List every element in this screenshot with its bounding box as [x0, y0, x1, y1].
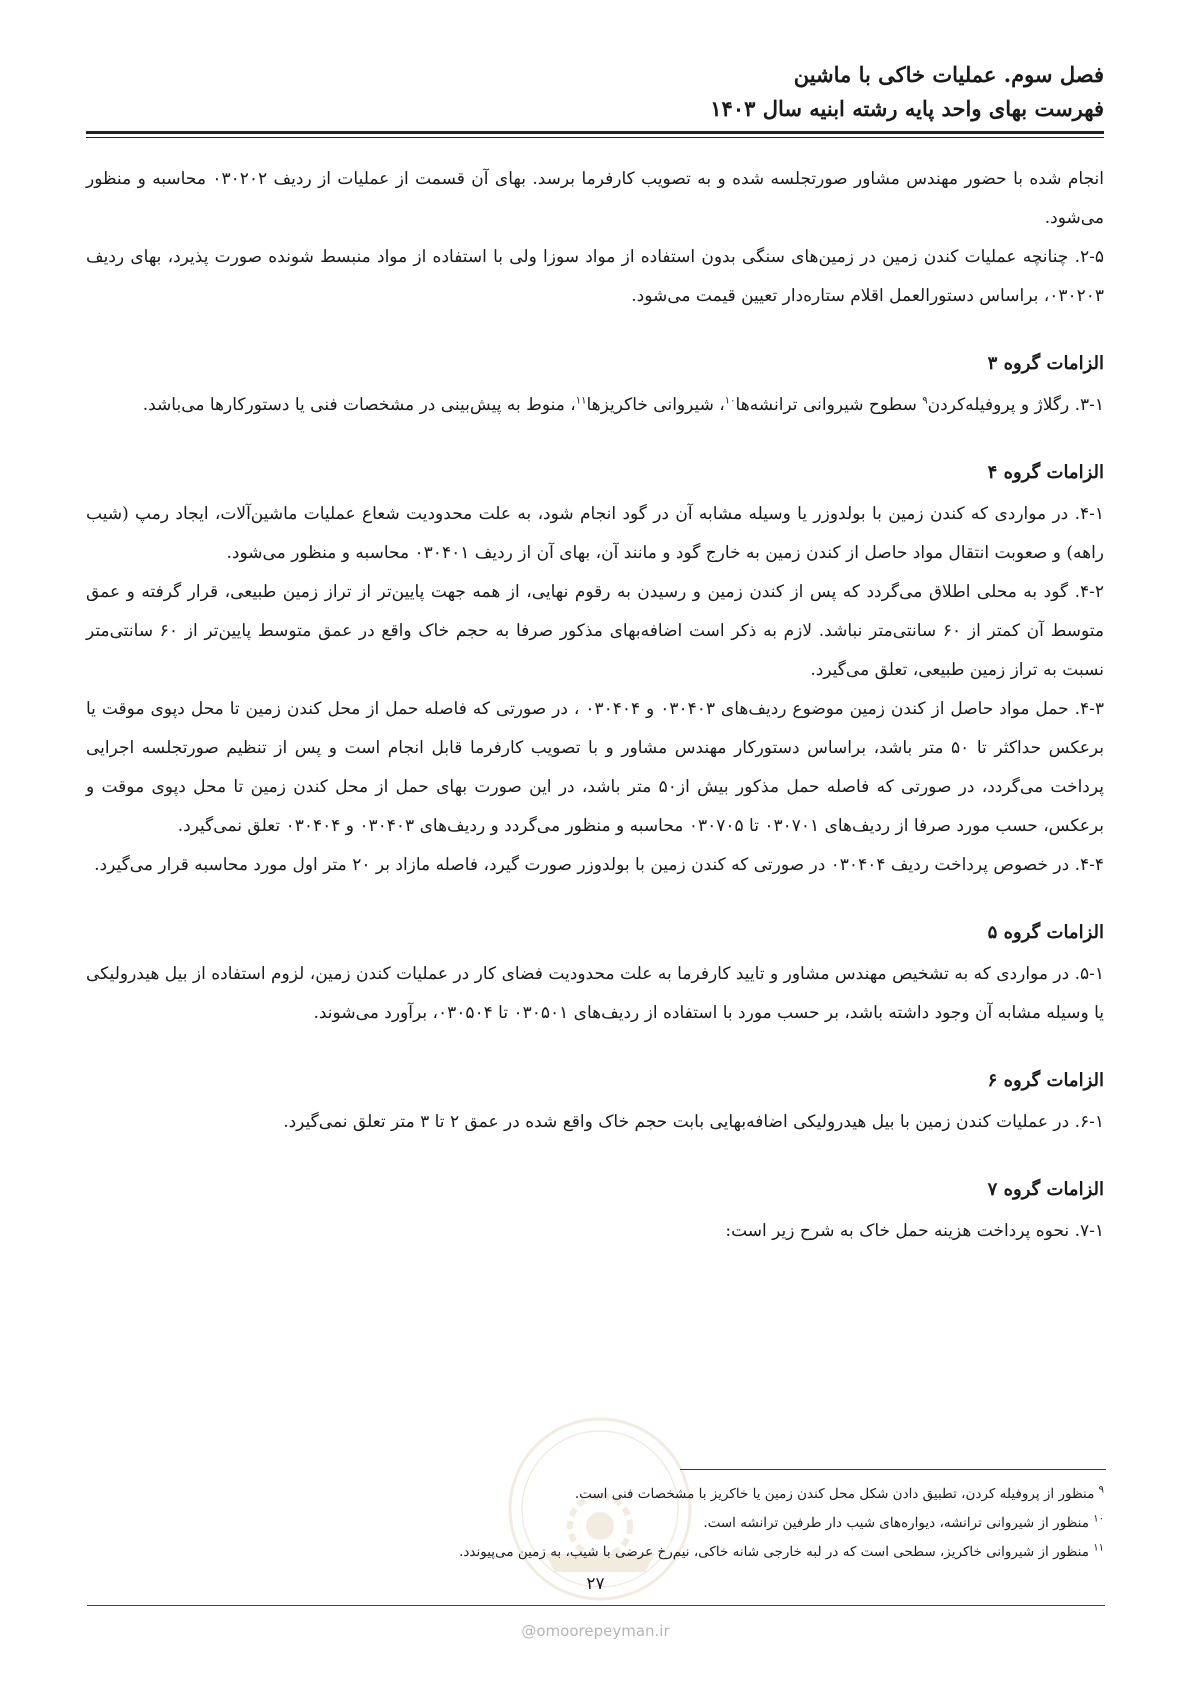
chapter-title: فصل سوم. عملیات خاکی با ماشین — [793, 62, 1104, 87]
heading-group-6: الزامات گروه ۶ — [987, 1070, 1104, 1091]
footnote-11 — [86, 1538, 1104, 1567]
site-url: @omoorepeyman.ir — [521, 1622, 670, 1640]
paragraph-3-1 — [86, 386, 1104, 425]
paragraph-7-1: ۷-۱. نحوه پرداخت هزینه حمل خاک به شرح زیر است: — [725, 1221, 1104, 1241]
heading-group-7: الزامات گروه ۷ — [987, 1179, 1104, 1200]
header-rule-thick — [86, 131, 1104, 134]
text-segment: ، منوط به پیش‌بینی در مشخصات فنی یا دستورکارها می‌باشد. — [142, 395, 576, 415]
footnote-10 — [86, 1509, 1104, 1538]
header-rule-thin — [86, 137, 1104, 138]
footer-rule — [87, 1605, 1105, 1606]
footnote-text: منظور از پروفیله کردن، تطبیق دادن شکل محل کندن زمین یا خاکریز با مشخصات فنی است. — [574, 1486, 1099, 1502]
paragraph-6-1: ۶-۱. در عملیات کندن زمین با بیل هیدرولیکی اضافه‌بهایی بابت حجم خاک واقع شده در عمق ۲ تا ۳ متر تعلق نمی‌گیرد. — [283, 1112, 1104, 1132]
footnote-9 — [86, 1480, 1104, 1509]
paragraph-intro-1: انجام شده با حضور مهندس مشاور صورتجلسه شده و به تصویب کارفرما برسد. بهای آن قسمت از عملیات از ردیف ۰۳۰۲۰۲ محاسبه و منظور می‌شود. — [86, 169, 1105, 228]
paragraph-5-1: ۵-۱. در مواردی که به تشخیص مهندس مشاور و تایید کارفرما به علت محدودیت فضای کار در عملیات کندن زمین، لزوم استفاده از بیل هیدرولیکی یا وسیله مشابه آن وجود داشته باشد، بر حسب مورد با استفاده از ردیف‌های ۰۳۰۵۰۱ تا ۰۳۰۵۰۴، برآورد می‌شوند. — [86, 964, 1104, 1023]
page-content — [86, 160, 1104, 1251]
footnote-text: منظور از شیروانی ترانشه، دیواره‌های شیب دار طرفین ترانشه است. — [703, 1515, 1094, 1531]
footnotes — [86, 1480, 1104, 1567]
heading-group-4: الزامات گروه ۴ — [987, 462, 1104, 483]
page-number: ۲۷ — [586, 1574, 605, 1594]
text-segment: ، شیروانی خاکریزها — [586, 395, 725, 415]
footnote-ref-10[interactable]: ۱۰ — [724, 395, 736, 407]
text-segment: سطوح شیروانی ترانشه‌ها — [735, 395, 923, 415]
paragraph-4-4: ۴-۴. در خصوص پرداخت ردیف ۰۳۰۴۰۴ در صورتی که کندن زمین با بولدوزر صورت گیرد، فاصله مازاد بر ۲۰ متر اول مورد محاسبه قرار می‌گیرد. — [94, 855, 1104, 875]
footnote-ref-11[interactable]: ۱۱ — [575, 395, 587, 407]
paragraph-4-3: ۴-۳. حمل مواد حاصل از کندن زمین موضوع ردیف‌های ۰۳۰۴۰۳ و ۰۳۰۴۰۴ ، در صورتی که فاصله حمل از محل کندن زمین تا محل دپوی موقت یا برعکس حداکثر تا ۵۰ متر باشد، براساس دستورکار مهندس مشاور و با تصویب کارفرما قابل انجام است و پس از تنظیم صورتجلسه اجرایی پرداخت می‌گردد، در صورتی که فاصله حمل مذکور بیش از۵۰ متر باشد، در این صورت بهای حمل از محل کندن زمین تا محل دپوی موقت و برعکس، حسب مورد صرفا از ردیف‌های ۰۳۰۷۰۱ تا ۰۳۰۷۰۵ محاسبه و منظور می‌گردد و ردیف‌های ۰۳۰۴۰۳ و ۰۳۰۴۰۴ تعلق نمی‌گیرد. — [86, 699, 1104, 836]
footnote-number: ۹ — [1098, 1484, 1104, 1496]
footnote-number: ۱۰ — [1093, 1513, 1104, 1525]
page-header — [86, 58, 1104, 126]
heading-group-3: الزامات گروه ۳ — [987, 353, 1104, 374]
footnote-separator — [680, 1469, 1106, 1470]
paragraph-4-1: ۴-۱. در مواردی که کندن زمین با بولدوزر یا وسیله مشابه آن در گود انجام شود، به علت محدودیت شعاع عملیات ماشین‌آلات، ایجاد رمپ (شیب راهه) و صعوبت انتقال مواد حاصل از کندن زمین به خارج گود و مانند آن، بهای آن از ردیف ۰۳۰۴۰۱ محاسبه و منظور می‌شود. — [86, 504, 1104, 563]
paragraph-4-2: ۴-۲. گود به محلی اطلاق می‌گردد که پس از کندن زمین و رسیدن به رقوم نهایی، از همه جهت پایین‌تر از تراز زمین طبیعی، قرار گرفته و عمق متوسط آن کمتر از ۶۰ سانتی‌متر نباشد. لازم به ذکر است اضافه‌بهای مذکور صرفا به حجم خاک واقع در عمق متوسط پایین‌تر از ۶۰ سانتی‌متر نسبت به تراز زمین طبیعی، تعلق می‌گیرد. — [86, 582, 1104, 680]
heading-group-5: الزامات گروه ۵ — [987, 922, 1104, 943]
footnote-ref-9[interactable]: ۹ — [922, 395, 928, 407]
text-segment: ۳-۱. رگلاژ و پروفیله‌کردن — [927, 395, 1104, 415]
footnote-text: منظور از شیروانی خاکریز، سطحی است که در لبه خارجی شانه خاکی، نیم‌رخ عرضی با شیب، به زمین می‌پیوندد. — [459, 1544, 1094, 1560]
document-title: فهرست بهای واحد پایه رشته ابنیه سال ۱۴۰۳ — [710, 96, 1104, 121]
footnote-number: ۱۱ — [1093, 1542, 1104, 1554]
paragraph-2-5: ۲-۵. چنانچه عملیات کندن زمین در زمین‌های سنگی بدون استفاده از مواد سوزا ولی با استفاده از مواد منبسط شونده صورت پذیرد، بهای ردیف ۰۳۰۲۰۳، براساس دستورالعمل اقلام ستاره‌دار تعیین قیمت می‌شود. — [86, 247, 1104, 306]
